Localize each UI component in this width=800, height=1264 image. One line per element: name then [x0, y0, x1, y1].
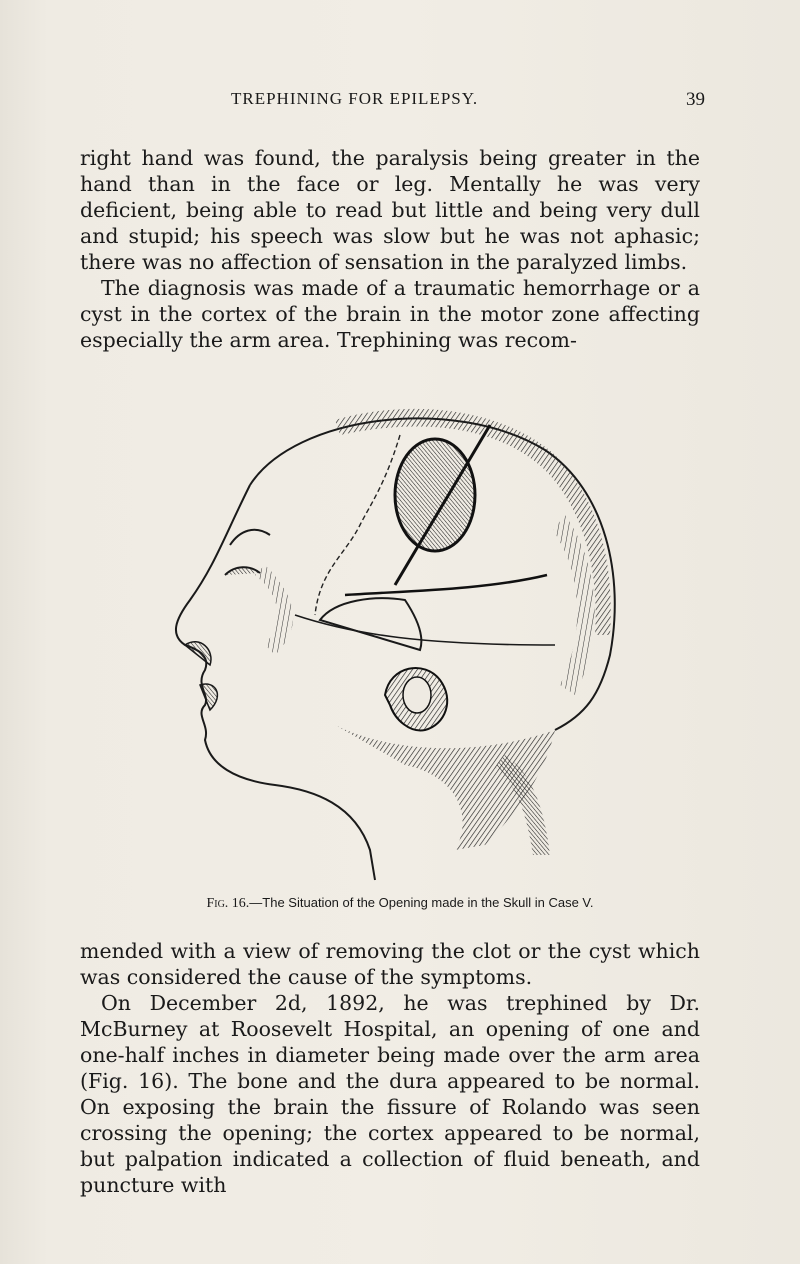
running-title: TREPHINING FOR EPILEPSY.	[231, 89, 479, 108]
head-profile-engraving-icon	[155, 395, 625, 895]
paragraph: On December 2d, 1892, he was trephined by Dr. McBurney at Roosevelt Hospital, an opening of one and one-half inches in diameter being made over the arm area (Fig. 16). The bone and the dura appeared to be normal. On exposing the brain the fissure of Rolando was seen crossing the opening; the cortex appeared to be normal, but palpation indicated a collection of fluid beneath, and puncture with	[80, 991, 700, 1197]
body-text-bottom	[80, 938, 700, 1198]
page-number: 39	[686, 89, 705, 110]
figure-caption	[0, 895, 800, 912]
paragraph: mended with a view of removing the clot or the cyst which was considered the cause of the symptoms.	[80, 939, 700, 989]
figure-illustration	[155, 395, 625, 895]
paragraph: right hand was found, the paralysis being greater in the hand than in the face or leg. Mentally he was very deficient, being able to read but little and being very dull and stupid; his speech was slow but he was not aphasic; there was no affection of sensation in the paralyzed limbs.	[80, 146, 700, 274]
figure-label: Fig. 16.	[206, 896, 250, 911]
paragraph: The diagnosis was made of a traumatic hemorrhage or a cyst in the cortex of the brain in the motor zone affecting especially the arm area. Trephining was recom-	[80, 276, 700, 352]
body-text-top	[80, 145, 700, 353]
running-head	[0, 89, 800, 113]
figure-caption-text: —The Situation of the Opening made in the Skull in Case V.	[249, 895, 594, 910]
